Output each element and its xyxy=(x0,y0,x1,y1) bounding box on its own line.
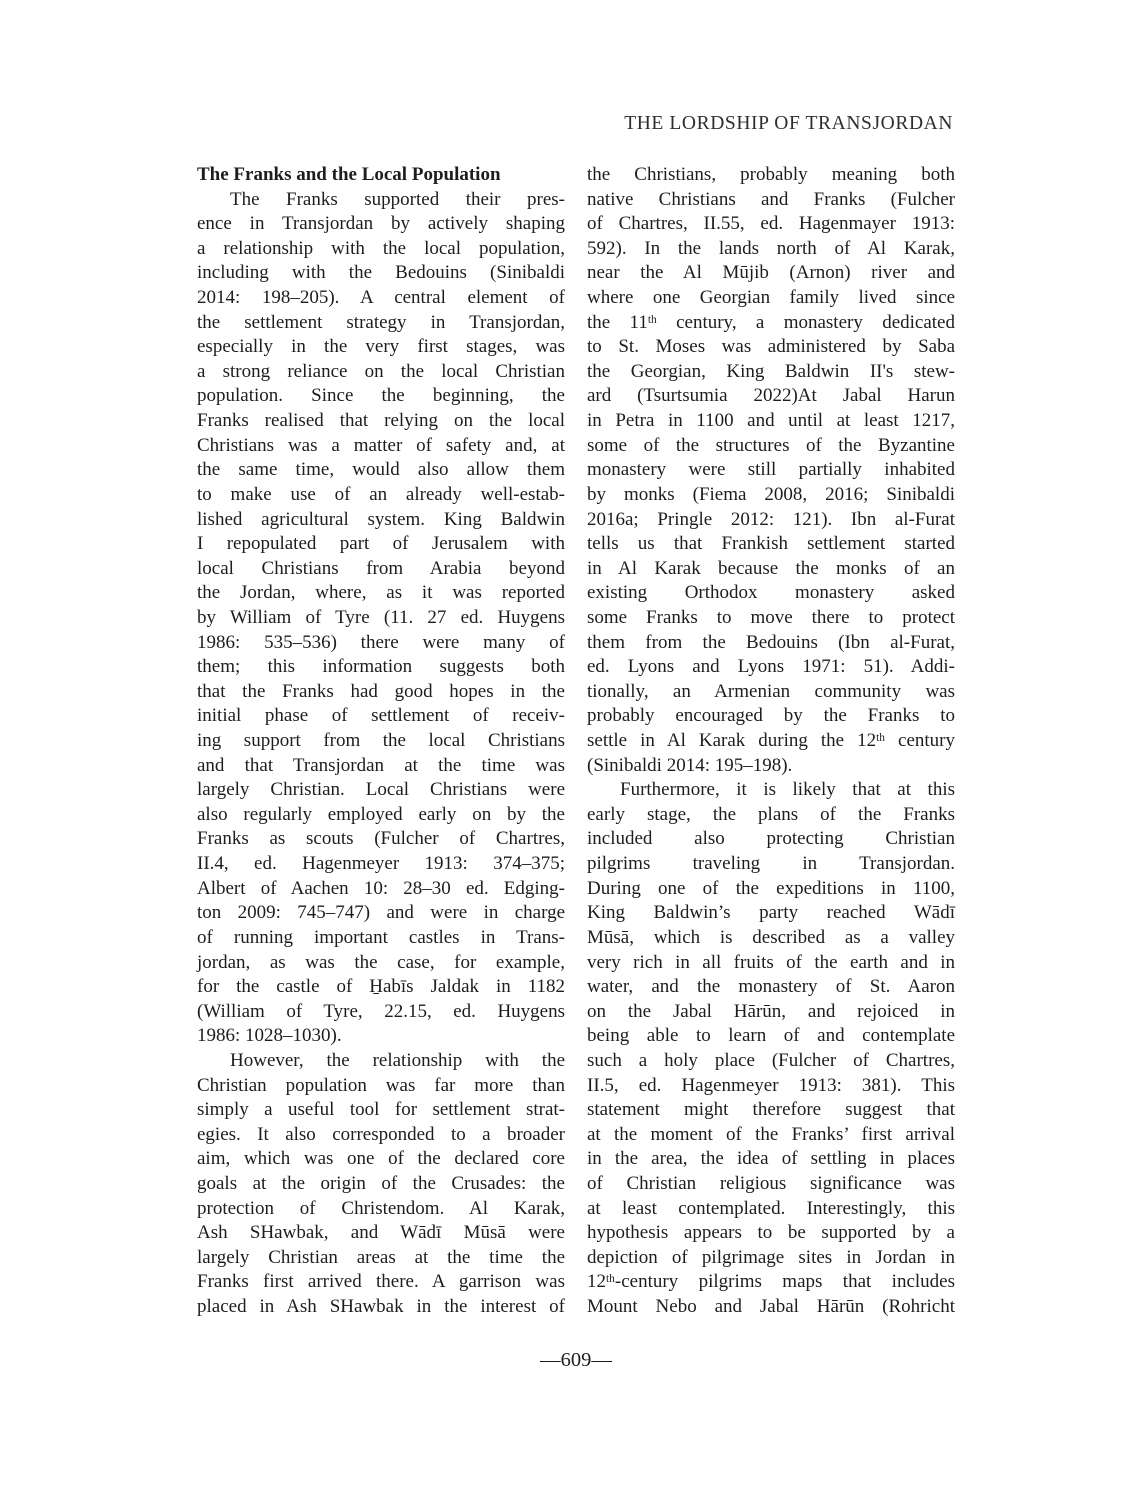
text-line xyxy=(197,1074,565,1099)
text-run: early stage, the plans of the Franks xyxy=(587,803,955,825)
text-run: existing Orthodox monastery asked xyxy=(587,582,955,604)
text-line xyxy=(587,803,955,828)
text-run: settle in Al Karak during the 12 xyxy=(587,730,877,752)
text-line xyxy=(197,1295,565,1320)
text-line xyxy=(197,803,565,828)
text-run: probably encouraged by the Franks to xyxy=(587,705,955,727)
text-run: century, a monastery dedicated xyxy=(656,311,955,333)
text-run: lished agricultural system. King Baldwin xyxy=(197,508,565,530)
text-line xyxy=(587,311,955,336)
text-line xyxy=(197,951,565,976)
text-run: jordan, as was the case, for example, xyxy=(197,951,565,973)
text-run: King Baldwin’s party reached Wādī xyxy=(587,902,955,924)
text-run: native Christians and Franks (Fulcher xyxy=(587,188,955,210)
text-run: the Jordan, where, as it was reported xyxy=(197,582,565,604)
text-line xyxy=(587,237,955,262)
text-line xyxy=(197,655,565,680)
text-line xyxy=(587,1147,955,1172)
text-run: near the Al Mūjib (Arnon) river and xyxy=(587,262,955,284)
text-line xyxy=(197,778,565,803)
text-line xyxy=(587,1295,955,1320)
text-run: pilgrims traveling in Transjordan. xyxy=(587,853,955,875)
text-run: population. Since the beginning, the xyxy=(197,385,565,407)
text-line xyxy=(197,1147,565,1172)
text-line xyxy=(197,483,565,508)
text-run: in Al Karak because the monks of an xyxy=(587,557,955,579)
text-run: including with the Bedouins (Sinibaldi xyxy=(197,262,565,284)
text-run: Christian population was far more than xyxy=(197,1074,565,1096)
text-run: a strong reliance on the local Christian xyxy=(197,360,565,382)
text-line xyxy=(197,1024,565,1049)
text-line xyxy=(197,335,565,360)
text-run: II.5, ed. Hagenmeyer 1913: 381). This xyxy=(587,1074,955,1096)
text-line xyxy=(587,827,955,852)
text-line xyxy=(587,483,955,508)
text-run: tionally, an Armenian community was xyxy=(587,680,955,702)
text-line xyxy=(587,951,955,976)
text-line xyxy=(197,877,565,902)
text-run: of running important castles in Trans- xyxy=(197,926,565,948)
text-run: the settlement strategy in Transjordan, xyxy=(197,311,565,333)
text-line xyxy=(197,311,565,336)
text-line xyxy=(587,852,955,877)
text-line xyxy=(587,532,955,557)
text-line xyxy=(587,188,955,213)
text-run: also regularly employed early on by the xyxy=(197,803,565,825)
text-run: largely Christian. Local Christians were xyxy=(197,779,565,801)
text-run: century xyxy=(885,730,955,752)
text-line xyxy=(587,1024,955,1049)
text-line xyxy=(197,286,565,311)
text-line xyxy=(587,1246,955,1271)
text-line xyxy=(587,1172,955,1197)
text-run: 592). In the lands north of Al Karak, xyxy=(587,237,955,259)
text-line xyxy=(197,926,565,951)
text-line xyxy=(197,754,565,779)
text-run: ard (Tsurtsumia 2022)At Jabal Harun xyxy=(587,385,955,407)
column-left xyxy=(197,163,565,1320)
text-run: (Sinibaldi 2014: 195–198). xyxy=(587,754,793,776)
text-line xyxy=(587,655,955,680)
text-run: to make use of an already well-estab- xyxy=(197,483,565,505)
text-line xyxy=(197,975,565,1000)
text-line xyxy=(197,1172,565,1197)
text-run: on the Jabal Hārūn, and rejoiced in xyxy=(587,1000,955,1022)
text-line xyxy=(197,1049,565,1074)
text-run: goals at the origin of the Crusades: the xyxy=(197,1172,565,1194)
text-run: and that Transjordan at the time was xyxy=(197,754,565,776)
text-line xyxy=(587,508,955,533)
text-run: statement might therefore suggest that xyxy=(587,1099,955,1121)
text-run: monastery were still partially inhabited xyxy=(587,459,955,481)
text-run: I repopulated part of Jerusalem with xyxy=(197,533,565,555)
text-run: the Georgian, King Baldwin II's stew- xyxy=(587,360,955,382)
text-run: depiction of pilgrimage sites in Jordan in xyxy=(587,1246,955,1268)
text-run: Mūsā, which is described as a valley xyxy=(587,926,955,948)
text-line xyxy=(587,581,955,606)
text-line xyxy=(587,458,955,483)
text-line xyxy=(197,434,565,459)
text-line xyxy=(587,212,955,237)
text-line xyxy=(197,729,565,754)
text-line xyxy=(197,458,565,483)
text-line xyxy=(587,286,955,311)
text-run: II.4, ed. Hagenmeyer 1913: 374–375; xyxy=(197,853,565,875)
page-number: —609— xyxy=(540,1349,612,1371)
text-run: some Franks to move there to protect xyxy=(587,606,955,628)
text-line xyxy=(587,384,955,409)
text-run: simply a useful tool for settlement strat- xyxy=(197,1099,565,1121)
text-run: During one of the expeditions in 1100, xyxy=(587,877,955,899)
text-run: where one Georgian family lived since xyxy=(587,287,955,309)
text-line xyxy=(197,237,565,262)
text-line xyxy=(197,901,565,926)
text-run: hypothesis appears to be supported by a xyxy=(587,1222,955,1244)
text-run: them; this information suggests both xyxy=(197,656,565,678)
text-run: included also protecting Christian xyxy=(587,828,955,850)
text-run: The Franks supported their pres- xyxy=(230,188,565,210)
text-run: Furthermore, it is likely that at this xyxy=(620,779,955,801)
text-run: some of the structures of the Byzantine xyxy=(587,434,955,456)
text-line xyxy=(587,901,955,926)
text-line xyxy=(587,409,955,434)
text-run: egies. It also corresponded to a broader xyxy=(197,1123,565,1145)
text-line xyxy=(197,606,565,631)
text-line xyxy=(197,631,565,656)
text-run: a relationship with the local population, xyxy=(197,237,565,259)
text-line xyxy=(197,532,565,557)
text-run: the 11 xyxy=(587,311,648,333)
text-line xyxy=(587,1049,955,1074)
text-line xyxy=(587,926,955,951)
text-run: to St. Moses was administered by Saba xyxy=(587,336,955,358)
text-run: local Christians from Arabia beyond xyxy=(197,557,565,579)
text-line xyxy=(587,1000,955,1025)
text-run: 1986: 1028–1030). xyxy=(197,1025,342,1047)
text-run: However, the relationship with the xyxy=(230,1049,565,1071)
text-run: of Christian religious significance was xyxy=(587,1172,955,1194)
text-run: ed. Lyons and Lyons 1971: 51). Addi- xyxy=(587,656,955,678)
text-run: being able to learn of and contemplate xyxy=(587,1025,955,1047)
text-line xyxy=(587,680,955,705)
text-run: them from the Bedouins (Ibn al-Furat, xyxy=(587,631,955,653)
text-run: Franks first arrived there. A garrison was xyxy=(197,1271,565,1293)
text-run: The Franks and the Local Population xyxy=(197,164,501,185)
text-line xyxy=(197,1246,565,1271)
text-line xyxy=(197,360,565,385)
text-run: initial phase of settlement of receiv- xyxy=(197,705,565,727)
text-line xyxy=(587,704,955,729)
text-run: placed in Ash SHawbak in the interest of xyxy=(197,1296,565,1318)
text-line xyxy=(587,163,955,188)
text-run: 12 xyxy=(587,1271,606,1293)
text-line xyxy=(587,606,955,631)
text-run: 1986: 535–536) there were many of xyxy=(197,631,565,653)
text-line xyxy=(197,1197,565,1222)
text-line xyxy=(587,1221,955,1246)
text-line xyxy=(587,1098,955,1123)
text-line xyxy=(197,508,565,533)
text-line xyxy=(197,581,565,606)
text-run: -century pilgrims maps that includes xyxy=(614,1271,955,1293)
text-line xyxy=(587,877,955,902)
text-line xyxy=(587,434,955,459)
text-run: that the Franks had good hopes in the xyxy=(197,680,565,702)
text-line xyxy=(587,261,955,286)
text-run: tells us that Frankish settlement started xyxy=(587,533,955,555)
superscript-text: th xyxy=(876,731,886,744)
text-run: by William of Tyre (11. 27 ed. Huygens xyxy=(197,606,565,628)
text-line xyxy=(197,827,565,852)
text-line xyxy=(197,212,565,237)
text-run: water, and the monastery of St. Aaron xyxy=(587,976,955,998)
text-line xyxy=(197,261,565,286)
text-line xyxy=(197,1098,565,1123)
text-line xyxy=(197,704,565,729)
text-line xyxy=(197,1123,565,1148)
text-run: especially in the very first stages, was xyxy=(197,336,565,358)
text-line xyxy=(587,1270,955,1295)
text-run: Mount Nebo and Jabal Hārūn (Rohricht xyxy=(587,1296,955,1318)
text-run: largely Christian areas at the time the xyxy=(197,1246,565,1268)
text-run: ton 2009: 745–747) and were in charge xyxy=(197,902,565,924)
text-line xyxy=(197,409,565,434)
text-line xyxy=(197,680,565,705)
text-run: Ash SHawbak, and Wādī Mūsā were xyxy=(197,1222,565,1244)
text-line xyxy=(587,778,955,803)
text-run: very rich in all fruits of the earth and in xyxy=(587,951,955,973)
text-run: aim, which was one of the declared core xyxy=(197,1148,565,1170)
text-run: at least contemplated. Interestingly, this xyxy=(587,1197,955,1219)
text-run: the Christians, probably meaning both xyxy=(587,164,955,185)
text-line xyxy=(587,1197,955,1222)
text-line xyxy=(197,1221,565,1246)
text-run: Christians was a matter of safety and, at xyxy=(197,434,565,456)
text-run: in the area, the idea of settling in places xyxy=(587,1148,955,1170)
text-line xyxy=(587,631,955,656)
column-right xyxy=(587,163,955,1320)
text-line xyxy=(587,1074,955,1099)
text-run: Franks realised that relying on the local xyxy=(197,410,565,432)
text-run: in Petra in 1100 and until at least 1217, xyxy=(587,410,955,432)
text-line xyxy=(197,1270,565,1295)
text-run: protection of Christendom. Al Karak, xyxy=(197,1197,565,1219)
text-line xyxy=(197,188,565,213)
text-line xyxy=(587,754,955,779)
text-run: Franks as scouts (Fulcher of Chartres, xyxy=(197,828,565,850)
text-line xyxy=(197,557,565,582)
text-run: by monks (Fiema 2008, 2016; Sinibaldi xyxy=(587,483,955,505)
running-header: THE LORDSHIP OF TRANSJORDAN xyxy=(624,113,953,134)
text-line xyxy=(587,1123,955,1148)
section-heading xyxy=(197,163,565,188)
text-run: the same time, would also allow them xyxy=(197,459,565,481)
text-run: Albert of Aachen 10: 28–30 ed. Edging- xyxy=(197,877,565,899)
text-run: of Chartres, II.55, ed. Hagenmayer 1913: xyxy=(587,213,955,235)
text-run: 2014: 198–205). A central element of xyxy=(197,287,565,309)
text-line xyxy=(197,384,565,409)
superscript-text: th xyxy=(647,313,657,326)
text-run: at the moment of the Franks’ first arrival xyxy=(587,1123,955,1145)
text-line xyxy=(587,360,955,385)
text-line xyxy=(587,975,955,1000)
text-run: 2016a; Pringle 2012: 121). Ibn al-Furat xyxy=(587,508,955,530)
text-line xyxy=(587,557,955,582)
text-run: ing support from the local Christians xyxy=(197,730,565,752)
text-run: for the castle of H̱abīs Jaldak in 1182 xyxy=(197,976,565,998)
text-line xyxy=(197,1000,565,1025)
text-line xyxy=(587,729,955,754)
text-line xyxy=(197,852,565,877)
text-line xyxy=(587,335,955,360)
text-run: (William of Tyre, 22.15, ed. Huygens xyxy=(197,1000,565,1022)
superscript-text: th xyxy=(606,1273,615,1286)
text-run: such a holy place (Fulcher of Chartres, xyxy=(587,1049,955,1071)
text-run: ence in Transjordan by actively shaping xyxy=(197,213,565,235)
